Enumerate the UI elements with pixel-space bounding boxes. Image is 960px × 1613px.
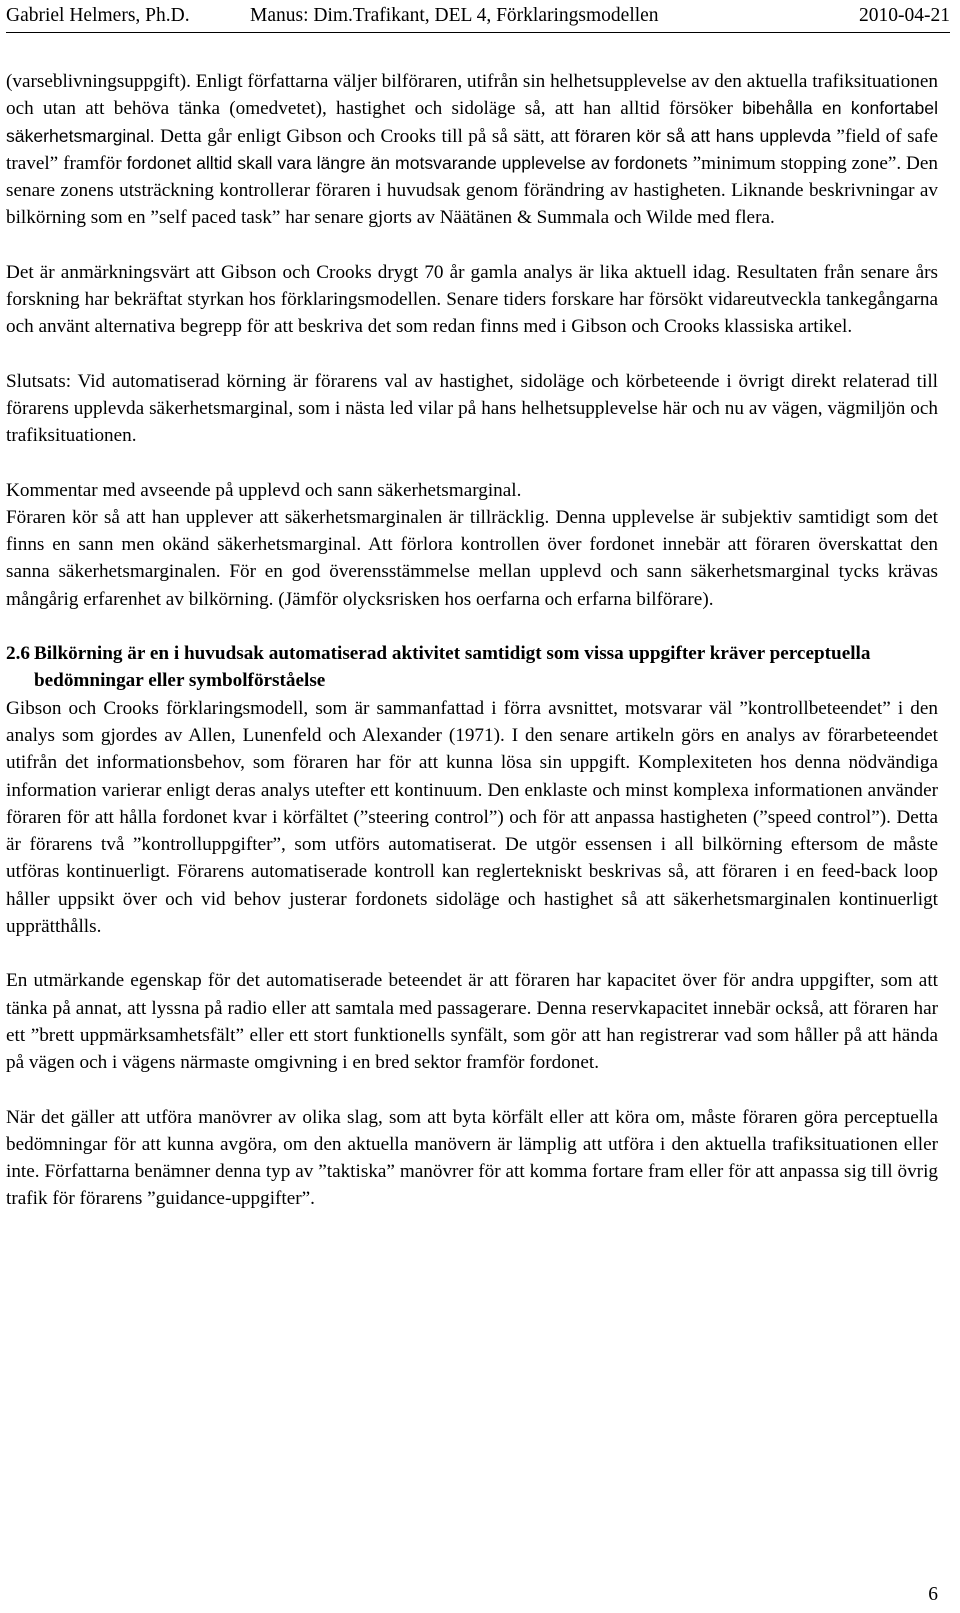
page-header xyxy=(6,2,950,33)
section-title: Bilkörning är en i huvudsak automatiserad aktivitet samtidigt som vissa uppgifter kräver perceptuella bedömningar eller symbolförståelse xyxy=(33,643,871,692)
page-number: 6 xyxy=(928,1584,938,1605)
paragraph-kommentar: Föraren kör så att han upplever att säkerhetsmarginalen är tillräcklig. Denna upplevelse är subjektiv samtidigt som det finns en sann men okänd säkerhetsmarginal. Att förlora kontrollen över fordonet innebär att föraren överskattat den sanna säkerhetsmarginalen. För en god överensstämmelse mellan upplevd och sann säkerhetsmarginal tycks krävas mångårig erfarenhet av bilkörning. (Jämför olycksrisken hos oerfarna och erfarna bilförare). xyxy=(6,506,938,610)
header-date: 2010-04-21 xyxy=(859,5,950,26)
p1-text-a: (varseblivningsuppgift). Enligt författarna väljer bilföraren, utifrån sin helhetsupplevelse av den aktuella trafiksituationen och utan att behöva tänka (omedvetet), hastighet och sidoläge så, att han alltid försöker xyxy=(6,71,938,120)
paragraph-anmarkningsvart: Det är anmärkningsvärt att Gibson och Crooks drygt 70 år gamla analys är lika aktuell idag. Resultaten från senare års forskning har bekräftat styrkan hos förklaringsmodellen. Senare tiders forskare har försökt vidareutveckla tankegångarna och använt alternativa begrepp för att beskriva det som redan finns med i Gibson och Crooks klassiska artikel. xyxy=(6,261,938,338)
p1-text-f: fordonet alltid skall vara längre än motsvarande upplevelse av fordonets xyxy=(126,152,688,173)
paragraph-manovrer: När det gäller att utföra manövrer av olika slag, som att byta körfält eller att köra om, måste föraren göra perceptuella bedömningar för att kunna avgöra, om den aktuella manövern är lämplig att utföra i den aktuella trafiksituationen eller inte. Författarna benämner denna typ av ”taktiska” manövrer för att komma fortare fram eller för att anpassa sig till övrig trafik för förarens ”guidance-uppgifter”. xyxy=(6,1106,938,1210)
p1-text-c: Detta går enligt Gibson och Crooks till på så sätt, att xyxy=(154,125,576,147)
p1-text-b: bibehålla en konfortabel säkerhetsmarginal. xyxy=(6,98,938,146)
p1-text-d: föraren kör så att hans upplevda xyxy=(575,125,831,146)
header-title: Manus: Dim.Trafikant, DEL 4, Förklaringsmodellen xyxy=(250,5,659,26)
document-body xyxy=(6,68,938,1240)
paragraph-slutsats: Slutsats: Vid automatiserad körning är förarens val av hastighet, sidoläge och körbeteende i övrigt direkt relaterad till förarens upplevda säkerhetsmarginal, som i nästa led vilar på hans helhetsupplevelse här och nu av vägen, vägmiljön och trafiksituationen. xyxy=(6,370,938,447)
paragraph-gibson-crooks xyxy=(6,68,938,232)
paragraph-reservkapacitet: En utmärkande egenskap för det automatiserade beteendet är att föraren har kapacitet över för andra uppgifter, som att tänka på annat, att lyssna på radio eller att samtala med passagerare. Denna reservkapacitet innebär också, att föraren har ett ”brett uppmärksamhetsfält” eller ett stort funktionells synfält, som gör att han registrerar vad som håller på att hända på vägen och i vägens närmaste omgivning i en bred sektor framför fordonet. xyxy=(6,970,938,1074)
p1-text-g: ”minimum stopping zone”. Den senare zonens utsträckning kontrollerar föraren i huvudsak genom förändring av hastigheten. Liknande beskrivningar av bilkörning som en ”self paced task” har senare gjorts av Näätänen & Summala och Wilde med flera. xyxy=(6,152,938,229)
paragraph-forklaringsmodell: Gibson och Crooks förklaringsmodell, som är sammanfattad i förra avsnittet, motsvarar väl ”kontrollbeteendet” i den analys som gjordes av Allen, Lunenfeld och Alexander (1971). I den senare artikeln görs en analys av förarbeteendet utifrån det informationsbehov, som föraren har för att kunna lösa sin uppgift. Komplexiteten hos denna nödvändiga information varierar enligt deras analys utefter ett kontinuum. Den enklaste och minst komplexa informationen använder föraren för att hålla fordonet kvar i körfältet (”steering control”) och för att anpassa hastigheten (”speed control”). Detta är förarens två ”kontrolluppgifter”, som utförs automatiserat. De utgör essensen i all bilkörning eftersom de måste utföras kontinuerligt. Förarens automatiserade kontroll kan reglertekniskt beskrivas så, att föraren i en feed-back loop håller uppsikt över och vid behov justerar fordonets sidoläge och hastighet så att säkerhetsmarginalen kontinuerligt upprätthålls. xyxy=(6,697,938,938)
section-heading xyxy=(6,640,938,695)
paragraph-kommentar-title: Kommentar med avseende på upplevd och sann säkerhetsmarginal. xyxy=(6,479,522,501)
section-number: 2.6 xyxy=(6,643,30,665)
p1-text-e: ”field of safe travel” framför xyxy=(6,125,938,174)
header-author: Gabriel Helmers, Ph.D. xyxy=(6,5,190,26)
